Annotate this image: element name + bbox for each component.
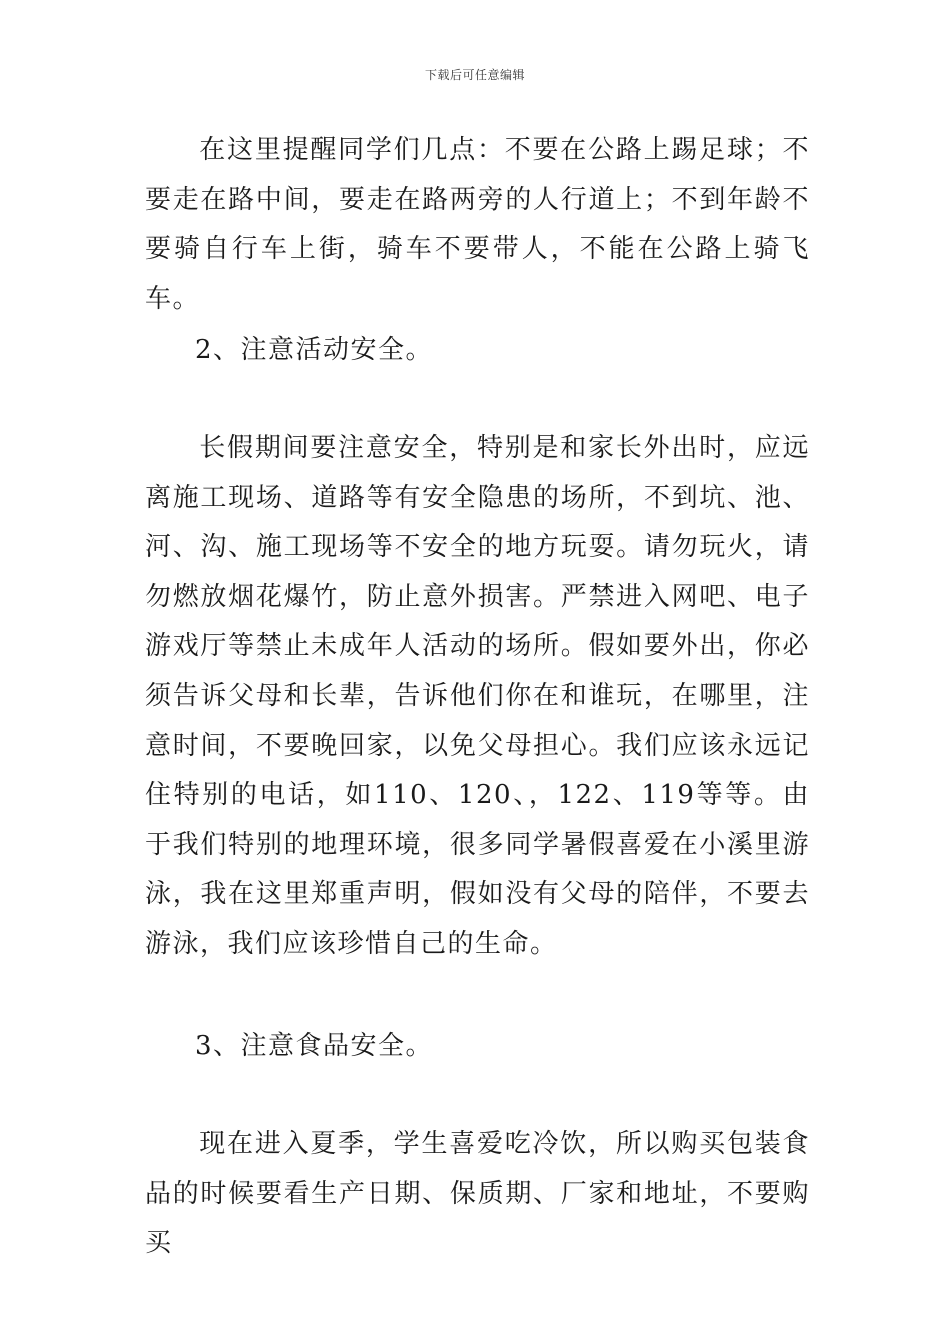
section-heading-food-safety: 3、注意食品安全。: [195, 1031, 434, 1061]
paragraph-text: 在这里提醒同学们几点：不要在公路上踢足球；不要走在路中间，要走在路两旁的人行道上；不到年龄不要骑自行车上街，骑车不要带人，不能在公路上骑飞车。: [145, 135, 810, 314]
paragraph-activity-safety: [145, 424, 810, 970]
section-heading-activity-safety: 2、注意活动安全。: [195, 335, 434, 365]
paragraph-text: 长假期间要注意安全，特别是和家长外出时，应远离施工现场、道路等有安全隐患的场所，不到坑、池、河、沟、施工现场等不安全的地方玩耍。请勿玩火，请勿燃放烟花爆竹，防止意外损害。严禁进入网吧、电子游戏厅等禁止未成年人活动的场所。假如要外出，你必须告诉父母和长辈，告诉他们你在和谁玩，在哪里，注意时间，不要晚回家，以免父母担心。我们应该永远记住特别的电话，如110、120、，122、119等等。由于我们特别的地理环境，很多同学暑假喜爱在小溪里游泳，我在这里郑重声明，假如没有父母的陪伴，不要去游泳，我们应该珍惜自己的生命。: [145, 433, 810, 959]
paragraph-traffic-safety: [145, 126, 810, 324]
paragraph-text: 现在进入夏季，学生喜爱吃冷饮，所以购买包装食品的时候要看生产日期、保质期、厂家和地址，不要购买: [145, 1129, 810, 1259]
paragraph-food-safety: [145, 1120, 810, 1269]
header-note: 下载后可任意编辑: [424, 68, 525, 82]
